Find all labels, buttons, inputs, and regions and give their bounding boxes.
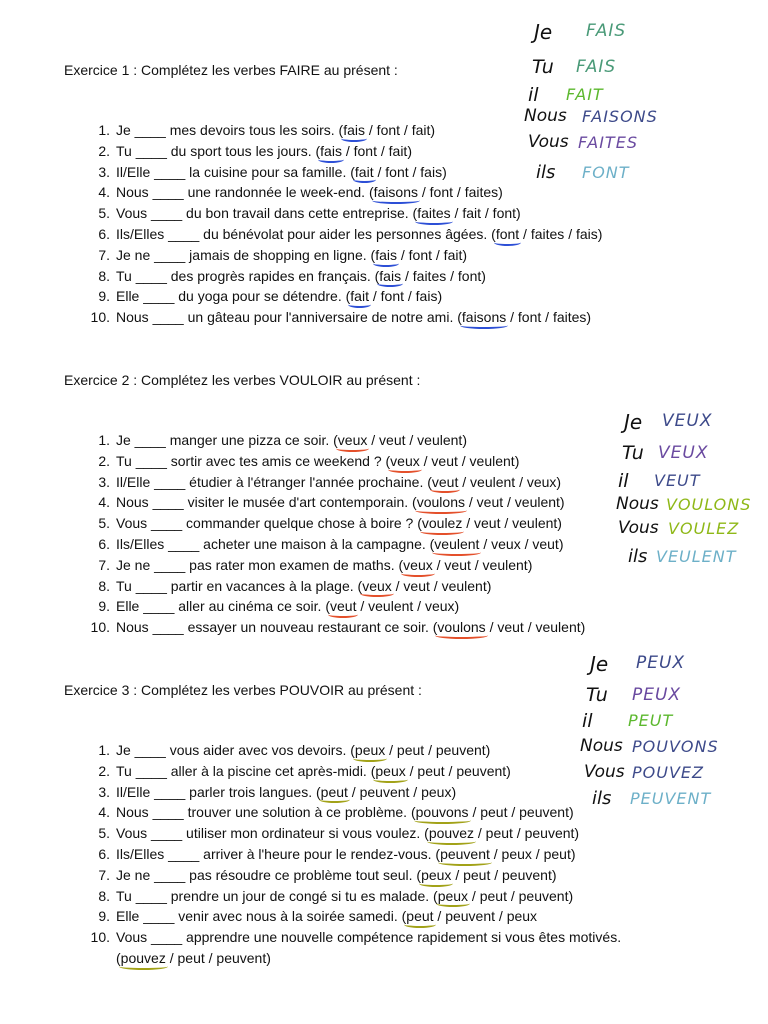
exercise-item [80,596,585,617]
item-sentence: Nous ____ un gâteau pour l'anniversaire de notre ami. ( [116,309,462,326]
handwritten-answer-underline: peux [421,865,451,886]
item-options: / peuvent / peux) [347,783,457,800]
item-sentence: Ils/Elles ____ acheter une maison à la campagne. ( [116,535,435,552]
handwritten-verb-form: POUVONS [632,737,719,756]
handwritten-answer-underline: peux [355,740,385,761]
exercise-title: Exercice 3 : Complétez les verbes POUVOIR au présent : [64,682,422,698]
item-options: / veut / veulent) [464,494,565,511]
exercise-item [80,782,621,803]
item-number: 2. [98,762,110,779]
exercise-item [80,472,585,493]
item-sentence: Je ne ____ jamais de shopping en ligne. ( [116,246,376,263]
item-sentence: Elle ____ du yoga pour se détendre. ( [116,288,351,305]
item-sentence: Je ____ manger une pizza ce soir. ( [116,432,338,448]
item-number: 5. [98,825,110,842]
item-options: / veut / veulent) [367,432,467,448]
item-sentence: Elle ____ aller au cinéma ce soir. ( [116,598,330,615]
exercise-item [80,451,585,472]
exercise-title: Exercice 1 : Complétez les verbes FAIRE au présent : [64,62,398,78]
handwritten-answer-underline: veux [338,430,368,451]
item-options: / veut / veulent) [391,577,492,594]
handwritten-answer-underline: pouvons [416,802,469,823]
item-sentence: Ils/Elles ____ arriver à l'heure pour le rendez-vous. ( [116,845,441,862]
item-sentence: Il/Elle ____ la cuisine pour sa famille. ( [116,163,355,180]
item-options: / veux / veut) [479,535,564,552]
handwritten-answer-underline: fais [379,266,401,287]
item-number: 3. [98,473,110,490]
item-number: 9. [98,598,110,615]
handwritten-verb-form: VEULENT [656,547,737,566]
item-sentence: Tu ____ des progrès rapides en français. ( [116,267,380,284]
handwritten-verb-form: PEUVENT [630,789,712,808]
exercise-item [80,906,621,927]
item-number: 4. [98,184,110,201]
handwritten-answer-underline: voulons [417,492,465,513]
handwritten-pronoun: Tu [532,56,554,78]
handwritten-verb-form: FAIT [566,85,604,104]
handwritten-answer-underline: fais [320,141,342,162]
handwritten-pronoun: ils [592,788,612,809]
item-sentence: Tu ____ aller à la piscine cet après-midi. ( [116,762,376,779]
item-number: 10. [90,929,110,946]
exercise-item [80,162,602,183]
exercise-item [80,617,585,638]
handwritten-answer-underline: fait [355,162,374,183]
item-sentence: Ils/Elles ____ du bénévolat pour aider les personnes âgées. ( [116,225,496,242]
item-sentence: Vous ____ du bon travail dans cette entreprise. ( [116,205,418,222]
handwritten-verb-form: PEUT [628,711,674,730]
handwritten-answer-underline: faisons [374,182,418,203]
item-sentence: Elle ____ venir avec nous à la soirée samedi. ( [116,908,407,925]
handwritten-answer-underline: peux [375,761,405,782]
exercise-item [80,430,585,451]
exercise-item [80,948,621,969]
item-sentence: Il/Elle ____ parler trois langues. ( [116,783,321,800]
handwritten-pronoun: il [618,470,629,492]
item-options: / peut / peuvent) [405,762,511,779]
handwritten-answer-underline: pouvez [429,823,474,844]
item-number: 5. [98,205,110,222]
item-number: 2. [98,452,110,469]
item-options: / veulent / veux) [458,473,562,490]
handwritten-verb-form: FAIS [576,57,617,77]
item-options: / font / fait) [365,122,436,138]
item-options: / peut / peuvent) [165,949,271,966]
item-number: 9. [98,288,110,305]
exercise-item [80,844,621,865]
item-options: / veulent / veux) [356,598,460,615]
item-sentence: Tu ____ prendre un jour de congé si tu es malade. ( [116,887,438,904]
handwritten-verb-form: FAITES [578,133,638,152]
handwritten-answer-underline: voulons [437,617,485,638]
handwritten-answer-underline: fait [350,286,369,307]
item-options: / peut / peuvent) [468,804,574,821]
item-sentence: Vous ____ utiliser mon ordinateur si vous voulez. ( [116,825,429,842]
item-options: / faites / font) [401,267,486,284]
handwritten-pronoun: ils [536,162,556,183]
item-sentence: ( [116,949,121,966]
handwritten-answer-underline: veut [330,596,356,617]
item-number: 6. [98,225,110,242]
exercise-item [80,823,621,844]
item-options: / font / fais) [373,163,447,180]
handwritten-answer-underline: peuvent [440,844,490,865]
item-sentence: Je ne ____ pas résoudre ce problème tout seul. ( [116,866,422,883]
exercise-item [80,141,602,162]
item-options: / peut / peuvent) [451,866,557,883]
item-options: / peut / peuvent) [468,887,574,904]
item-sentence: Je ____ vous aider avec vos devoirs. ( [116,742,355,758]
exercise-list [80,736,623,969]
exercise-list [80,430,585,638]
exercise-item [80,513,585,534]
item-options: / font / fait) [396,246,468,263]
handwritten-verb-form: VEUX [658,443,709,463]
handwritten-answer-underline: veut [432,472,458,493]
exercise-item [80,224,602,245]
item-options: / peut / peuvent) [474,825,580,842]
handwritten-answer-underline: faites [417,203,450,224]
item-number: 8. [98,887,110,904]
handwritten-verb-form: VEUX [662,411,713,431]
item-number: 7. [98,556,110,573]
handwritten-verb-form: POUVEZ [632,763,704,782]
item-sentence: Vous ____ commander quelque chose à boire ? ( [116,515,422,532]
handwritten-pronoun: Tu [622,442,644,464]
exercise-item [80,492,585,513]
exercise-item [80,266,602,287]
handwritten-answer-underline: peut [321,782,348,803]
item-options: / faites / fais) [519,225,603,242]
item-options: / veut / veulent) [485,619,586,636]
item-sentence: Je ne ____ pas rater mon examen de maths. ( [116,556,404,573]
exercise-item [80,761,621,782]
item-sentence: Tu ____ sortir avec tes amis ce weekend ? ( [116,452,391,469]
exercise-item [80,865,621,886]
handwritten-pronoun: Je [590,652,609,676]
item-sentence: Nous ____ une randonnée le week-end. ( [116,184,374,201]
exercise-item [80,555,585,576]
exercise-item [80,286,602,307]
handwritten-answer-underline: fais [343,120,365,141]
item-options: / font / faites) [418,184,503,201]
exercise-item [80,576,585,597]
item-number: 9. [98,908,110,925]
handwritten-verb-form: VOULEZ [668,519,740,538]
exercise-item [80,203,602,224]
item-number: 3. [98,783,110,800]
item-options: / font / faites) [506,309,592,326]
item-options: / peut / peuvent) [385,742,491,758]
handwritten-pronoun: Vous [584,762,625,782]
exercise-item [80,802,621,823]
handwritten-answer-underline: peux [438,886,468,907]
handwritten-verb-form: FAISONS [582,107,658,126]
exercise-item [80,534,585,555]
handwritten-verb-form: PEUX [632,685,682,705]
item-number: 4. [98,804,110,821]
item-number: 1. [98,742,110,758]
handwritten-answer-underline: fais [375,245,397,266]
handwritten-verb-form: VOULONS [666,495,752,514]
handwritten-answer-underline: veux [403,555,433,576]
handwritten-answer-underline: pouvez [121,948,166,969]
handwritten-pronoun: Je [534,20,553,44]
handwritten-pronoun: Nous [580,736,623,756]
item-number: 4. [98,494,110,511]
item-number: 10. [90,309,110,326]
item-sentence: Tu ____ du sport tous les jours. ( [116,142,321,159]
exercise-item [80,927,621,948]
exercise-title: Exercice 2 : Complétez les verbes VOULOIR au présent : [64,372,421,388]
item-options: / veut / veulent) [432,556,533,573]
item-options: / font / fait) [341,142,412,159]
handwritten-verb-form: PEUX [636,653,686,673]
item-sentence: Il/Elle ____ étudier à l'étranger l'année prochaine. ( [116,473,432,490]
handwritten-answer-underline: veux [362,576,392,597]
handwritten-verb-form: FAIS [586,21,627,41]
item-options: / peuvent / peux [433,908,538,925]
handwritten-answer-underline: font [496,224,519,245]
item-sentence: Nous ____ essayer un nouveau restaurant ce soir. ( [116,619,438,636]
exercise-item [80,245,602,266]
item-number: 8. [98,267,110,284]
handwritten-pronoun: Nous [524,106,567,126]
exercise-item [80,886,621,907]
handwritten-pronoun: Nous [616,494,659,514]
handwritten-answer-underline: faisons [462,307,506,328]
item-number: 7. [98,246,110,263]
item-number: 8. [98,577,110,594]
exercise-item [80,182,602,203]
item-options: / peux / peut) [489,845,576,862]
handwritten-pronoun: Vous [528,132,569,152]
item-number: 10. [90,619,110,636]
handwritten-answer-underline: veulent [434,534,479,555]
exercise-item [80,307,602,328]
item-options: / veut / veulent) [419,452,520,469]
item-sentence: Vous ____ apprendre une nouvelle compétence rapidement si vous êtes motivés. [116,929,622,946]
handwritten-answer-underline: veux [390,451,420,472]
item-sentence: Tu ____ partir en vacances à la plage. ( [116,577,363,594]
item-number: 6. [98,535,110,552]
item-number: 3. [98,163,110,180]
handwritten-pronoun: Je [624,410,643,434]
handwritten-answer-underline: peut [406,906,433,927]
handwritten-pronoun: Tu [586,684,608,706]
handwritten-verb-form: FONT [582,163,630,182]
item-number: 2. [98,142,110,159]
exercise-item [80,736,623,761]
handwritten-pronoun: ils [628,546,648,567]
item-sentence: Nous ____ visiter le musée d'art contemporain. ( [116,494,417,511]
item-options: / veut / veulent) [462,515,562,532]
handwritten-pronoun: Vous [618,518,659,538]
exercise-list [80,120,602,328]
item-number: 1. [98,122,110,138]
item-sentence: Nous ____ trouver une solution à ce problème. ( [116,804,416,821]
item-number: 5. [98,515,110,532]
handwritten-pronoun: il [582,710,593,732]
handwritten-verb-form: VEUT [654,471,701,490]
handwritten-answer-underline: voulez [422,513,462,534]
item-number: 6. [98,845,110,862]
item-options: / fait / font) [450,205,521,222]
item-number: 7. [98,866,110,883]
handwritten-pronoun: il [528,84,539,106]
item-options: / font / fais) [368,288,443,305]
item-sentence: Je ____ mes devoirs tous les soirs. ( [116,122,344,138]
item-number: 1. [98,432,110,448]
